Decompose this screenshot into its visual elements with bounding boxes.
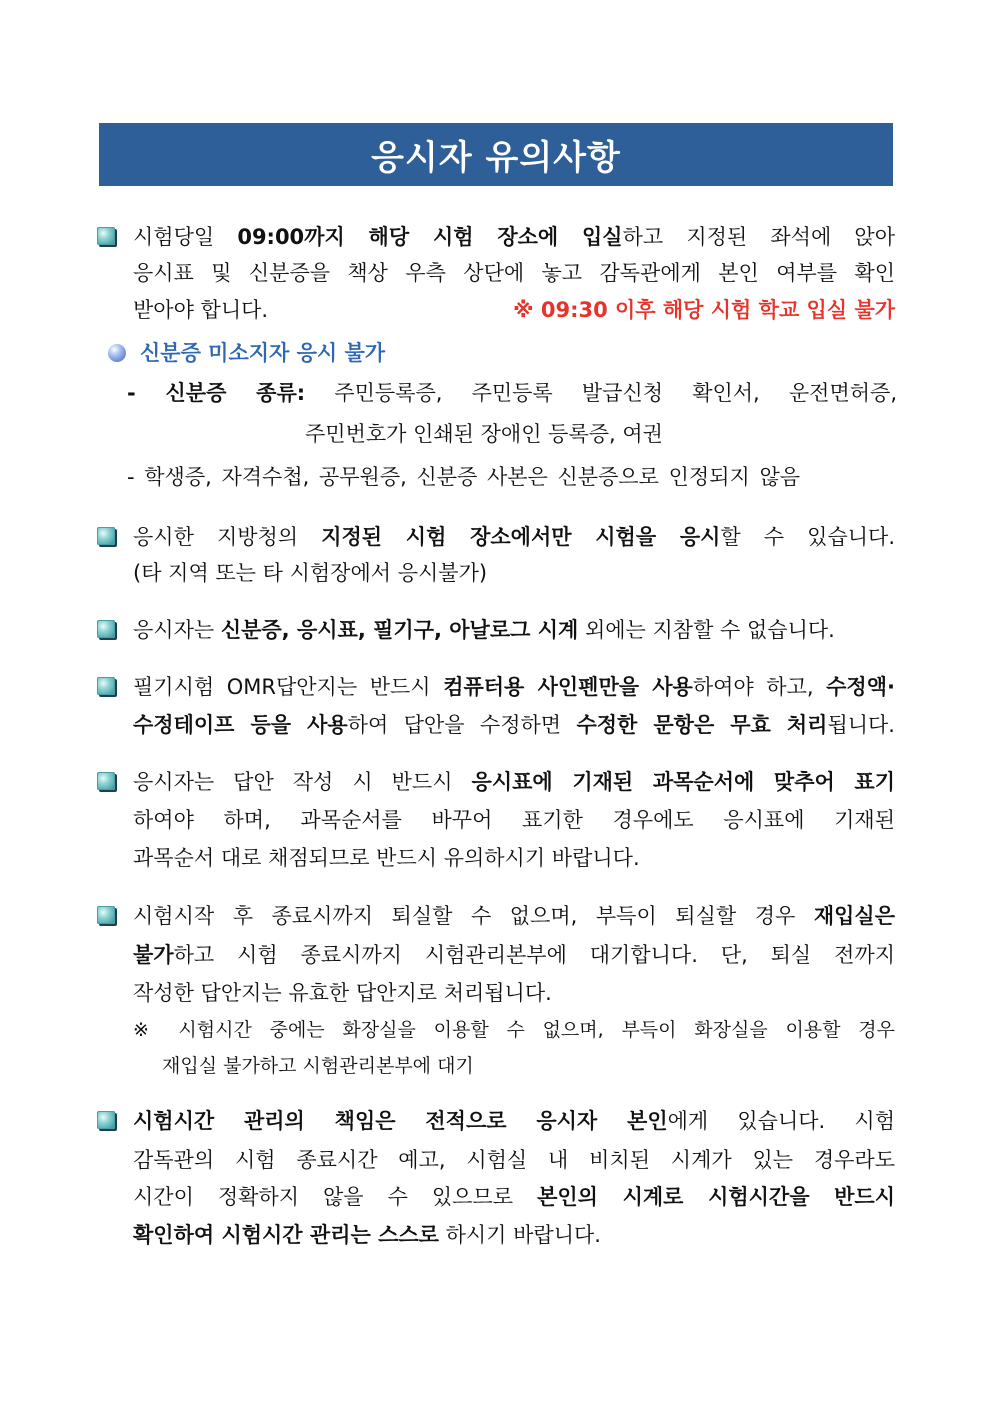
id-types-label: - 신분증 종류:: [127, 381, 306, 405]
emphasis-text: 신분증, 응시표, 필기구, 아날로그 시계: [220, 618, 579, 642]
id-types-list: 주민등록증, 주민등록 발급신청 확인서, 운전면허증,: [334, 381, 897, 405]
body-text: 작성한 답안지는 유효한 답안지로 처리됩니다.: [133, 981, 552, 1005]
emphasis-text: 시험시간 관리의 책임은 전적으로 응시자 본인: [133, 1109, 668, 1133]
notice-4-line-1: [133, 673, 895, 701]
notice-4-line-2: [133, 711, 895, 739]
notice-1-line-3: [133, 296, 895, 324]
notice-7-line-3: [133, 1183, 895, 1211]
circle-bullet-icon: [108, 344, 126, 362]
body-text: 시험당일: [133, 225, 238, 249]
emphasis-text: 응시표에 기재된 과목순서에 맞추어 표기: [471, 770, 896, 794]
square-bullet-icon: [97, 906, 115, 924]
body-text: 응시표 및 신분증을 책상 우측 상단에 놓고 감독관에게 본인 여부를 확인: [133, 261, 895, 285]
body-text: 하고 시험 종료시까지 시험관리본부에 대기합니다. 단, 퇴실 전까지: [173, 943, 895, 967]
body-text: 필기시험 OMR답안지는 반드시: [133, 675, 444, 699]
notice-5-line-1: [133, 768, 895, 796]
body-text: 응시자는: [133, 618, 221, 642]
body-text: 응시자는 답안 작성 시 반드시: [133, 770, 472, 794]
body-text: 됩니다.: [827, 713, 895, 737]
emphasis-text: 수정한 문항은 무효 처리: [576, 713, 828, 737]
notice-6-line-3: [133, 979, 552, 1007]
emphasis-text: 09:00까지 해당 시험 장소에 입실: [237, 225, 623, 249]
emphasis-text: 컴퓨터용 사인펜만을 사용: [443, 675, 693, 699]
body-text: 에게 있습니다. 시험: [667, 1109, 895, 1133]
emphasis-text: 불가: [133, 943, 174, 967]
body-text: 하여야 하며, 과목순서를 바꾸어 표기한 경우에도 응시표에 기재된: [133, 808, 895, 832]
body-text: 하시기 바랍니다.: [438, 1223, 601, 1247]
notice-7-line-2: [133, 1146, 895, 1174]
notice-3-line-1: [133, 616, 835, 644]
body-text: 감독관의 시험 종료시간 예고, 시험실 내 비치된 시계가 있는 경우라도: [133, 1148, 895, 1172]
late-entry-warning: ※ 09:30 이후 해당 시험 학교 입실 불가: [513, 298, 895, 322]
emphasis-text: 재입실은: [813, 904, 895, 928]
body-text: 응시한 지방청의: [133, 525, 322, 549]
restroom-note-line-1: ※ 시험시간 중에는 화장실을 이용할 수 없으며, 부득이 화장실을 이용할 경우: [133, 1019, 895, 1041]
body-text: (타 지역 또는 타 시험장에서 응시불가): [133, 561, 488, 585]
body-text: 시험시작 후 종료시까지 퇴실할 수 없으며, 부득이 퇴실할 경우: [133, 904, 814, 928]
emphasis-text: 확인하여 시험시간 관리는 스스로: [133, 1223, 439, 1247]
notice-2-line-2: [133, 559, 487, 587]
id-section-heading: 신분증 미소지자 응시 불가: [140, 341, 386, 365]
square-bullet-icon: [97, 1111, 115, 1129]
body-text: 하고 지정된 좌석에 앉아: [622, 225, 895, 249]
emphasis-text: 수정액·: [826, 675, 895, 699]
body-text: 외에는 지참할 수 없습니다.: [578, 618, 835, 642]
body-text: 받아야 합니다.: [133, 298, 269, 322]
notice-1-line-2: [133, 259, 895, 287]
body-text: 시간이 정확하지 않을 수 있으므로: [133, 1185, 538, 1209]
body-text: 과목순서 대로 채점되므로 반드시 유의하시기 바랍니다.: [133, 846, 640, 870]
body-text: 하여야 하고,: [692, 675, 827, 699]
square-bullet-icon: [97, 227, 115, 245]
id-types-line: [127, 379, 897, 407]
notice-7-line-1: [133, 1107, 895, 1135]
notice-5-line-2: [133, 806, 895, 834]
notice-6-line-1: [133, 902, 895, 930]
body-text: 하여 답안을 수정하면: [347, 713, 577, 737]
id-not-accepted: - 학생증, 자격수첩, 공무원증, 신분증 사본은 신분증으로 인정되지 않음: [127, 465, 801, 489]
emphasis-text: 수정테이프 등을 사용: [133, 713, 348, 737]
notice-6-line-2: [133, 941, 895, 969]
emphasis-text: 본인의 시계로 시험시간을 반드시: [537, 1185, 896, 1209]
restroom-note-line-2: 재입실 불가하고 시험관리본부에 대기: [162, 1055, 474, 1077]
square-bullet-icon: [97, 620, 115, 638]
emphasis-text: 지정된 시험 장소에서만 시험을 응시: [321, 525, 721, 549]
square-bullet-icon: [97, 677, 115, 695]
notice-1-line-1: [133, 223, 895, 251]
notice-5-line-3: [133, 844, 640, 872]
notice-7-line-4: [133, 1221, 601, 1249]
notice-2-line-1: [133, 523, 895, 551]
page-title: 응시자 유의사항: [371, 138, 621, 178]
body-text: 할 수 있습니다.: [720, 525, 895, 549]
id-types-line-2: 주민번호가 인쇄된 장애인 등록증, 여권: [305, 422, 663, 446]
square-bullet-icon: [97, 772, 115, 790]
square-bullet-icon: [97, 527, 115, 545]
page-title-banner: [99, 123, 893, 186]
